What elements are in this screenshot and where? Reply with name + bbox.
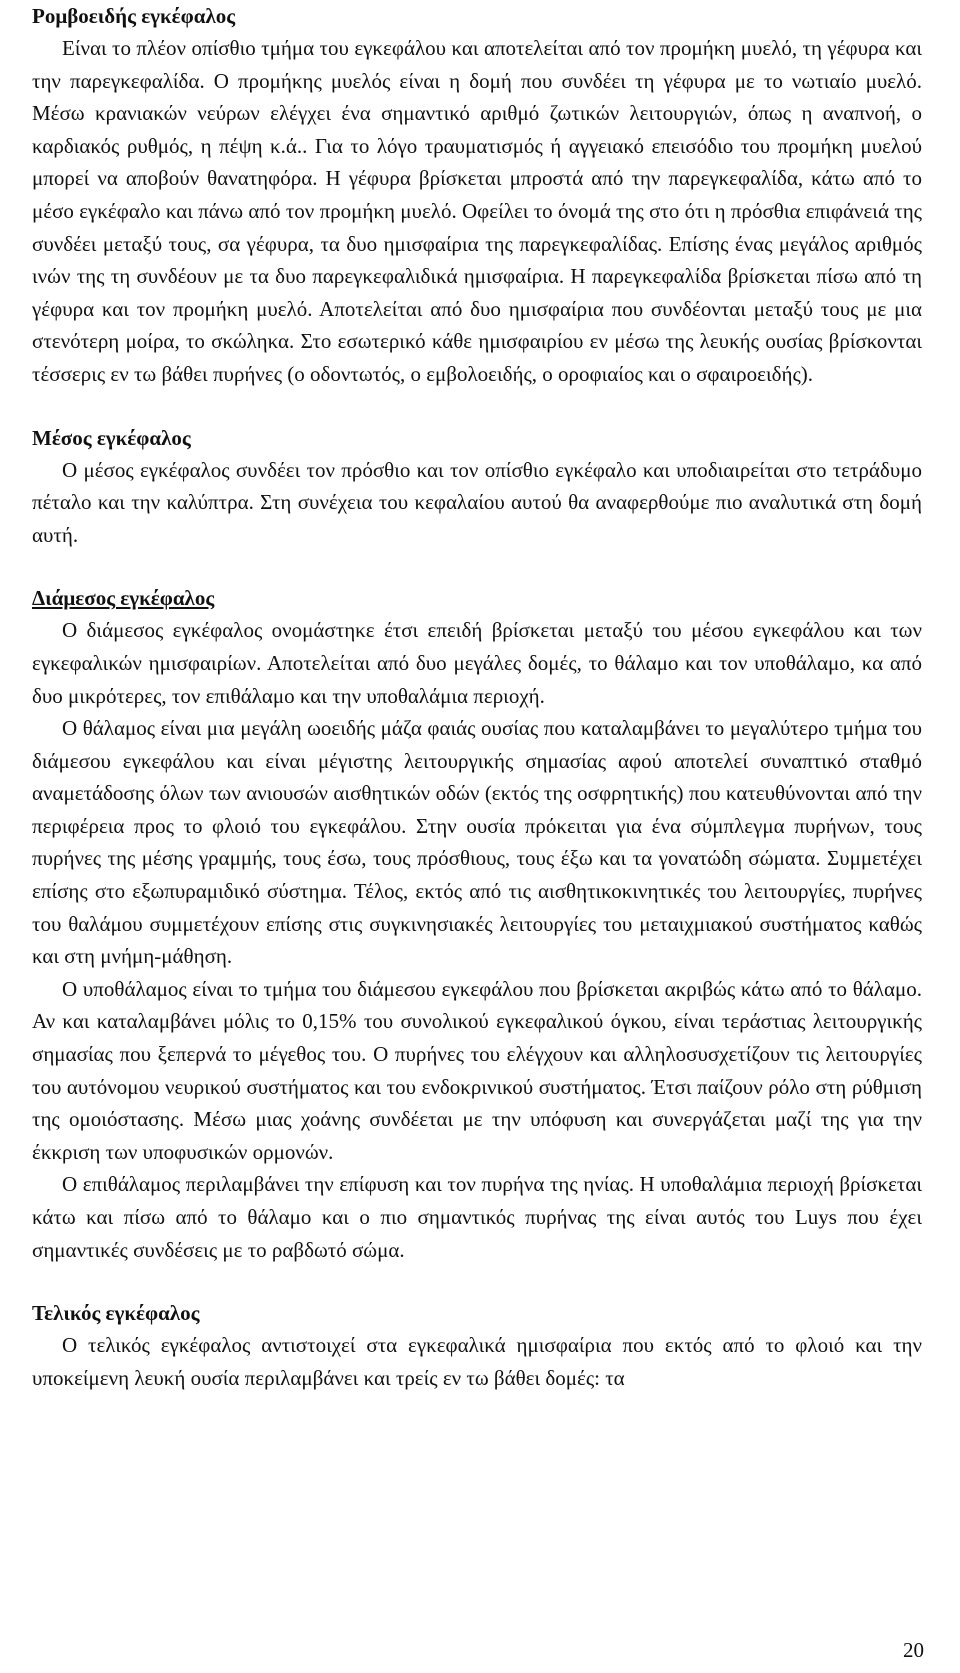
paragraph: Ο μέσος εγκέφαλος συνδέει τον πρόσθιο και τον οπίσθιο εγκέφαλο και υποδιαιρείται στο τετράδυμο πέταλο και την καλύπτρα. Στη συνέχεια του κεφαλαίου αυτού θα αναφερθούμε πιο αναλυτικά στη δομή αυτή.: [32, 457, 922, 547]
paragraph: Ο θάλαμος είναι μια μεγάλη ωοειδής μάζα φαιάς ουσίας που καταλαμβάνει το μεγαλύτερο τμήμα του διάμεσου εγκεφάλου και είναι μέγιστης λειτουργικής σημασίας αφού αποτελεί συναπτικό σταθμό αναμετάδοσης όλων των ανιουσών αισθητικών οδών (εκτός της οσφρητικής) που κατευθύνονται από την περιφέρεια προς το φλοιό του εγκεφάλου. Στην ουσία πρόκειται για ένα σύμπλεγμα πυρήνων, τους πυρήνες της μέσης γραμμής, τους έσω, τους πρόσθιους, τους έξω και τα γονατώδη σώματα. Συμμετέχει επίσης στο εξωπυραμιδικό σύστημα. Τέλος, εκτός από τις αισθητικοκινητικές του λειτουργίες, πυρήνες του θαλάμου συμμετέχουν επίσης στις συγκινησιακές λειτουργίες του μεταιχμιακού συστήματος καθώς και στη μνήμη-μάθηση.: [32, 716, 922, 969]
section-spacer: [32, 1266, 922, 1297]
paragraph: Είναι το πλέον οπίσθιο τμήμα του εγκεφάλου και αποτελείται από τον προμήκη μυελό, τη γέφυρα και την παρεγκεφαλίδα. Ο προμήκης μυελός είναι η δομή που συνδέει τη γέφυρα με το νωτιαίο μυελό. Μέσω κρανιακών νεύρων ελέγχει ένα σημαντικό αριθμό ζωτικών λειτουργιών, όπως η αναπνοή, ο καρδιακός ρυθμός, η πέψη κ.ά.. Για το λόγο τραυματισμός ή αγγειακό επεισόδιο του προμήκη μυελού μπορεί να αποβούν θανατηφόρα. Η γέφυρα βρίσκεται μπροστά από την παρεγκεφαλίδα, κάτω από το μέσο εγκέφαλο και πάνω από τον προμήκη μυελό. Οφείλει το όνομά της στο ότι η πρόσθια επιφάνειά της συνδέει μεταξύ τους, σα γέφυρα, τα δυο ημισφαίρια της παρεγκεφαλίδας. Επίσης ένας μεγάλος αριθμός ινών της τη συνδέουν με τα δυο παρεγκεφαλιδικά ημισφαίρια. Η παρεγκεφαλίδα βρίσκεται πίσω από τη γέφυρα και τον προμήκη μυελό. Αποτελείται από δυο ημισφαίρια που συνδέονται μεταξύ τους με μια στενότερη μοίρα, το σκώληκα. Στο εσωτερικό κάθε ημισφαιρίου εν μέσω της λευκής ουσίας βρίσκονται τέσσερις εν τω βάθει πυρήνες (ο οδοντωτός, ο εμβολοειδής, ο οροφιαίος και ο σφαιροειδής).: [32, 36, 922, 386]
paragraph: Ο επιθάλαμος περιλαμβάνει την επίφυση και τον πυρήνα της ηνίας. Η υποθαλάμια περιοχή βρίσκεται κάτω και πίσω από το θάλαμο και ο πιο σημαντικός πυρήνας της είναι αυτός του Luys που έχει σημαντικές συνδέσεις με το ραβδωτό σώμα.: [32, 1172, 922, 1262]
paragraph: Ο υποθάλαμος είναι το τμήμα του διάμεσου εγκεφάλου που βρίσκεται ακριβώς κάτω από το θάλαμο. Αν και καταλαμβάνει μόλις το 0,15% του συνολικού εγκεφαλικού όγκου, είναι τεράστιας λειτουργικής σημασίας που ξεπερνά το μέγεθος του. Ο πυρήνες του ελέγχουν και αλληλοσυσχετίζουν τις λειτουργίες του αυτόνομου νευρικού συστήματος και του ενδοκρινικού συστήματος. Έτσι παίζουν ρόλο στη ρύθμιση της ομοιόστασης. Μέσω μιας χοάνης συνδέεται με την υπόφυση και συνεργάζεται μαζί της για την έκκριση των υποφυσικών ορμονών.: [32, 976, 922, 1164]
paragraph: Ο διάμεσος εγκέφαλος ονομάστηκε έτσι επειδή βρίσκεται μεταξύ του μέσου εγκεφάλου και των εγκεφαλικών ημισφαιρίων. Αποτελείται από δυο μεγάλες δομές, το θάλαμο και τον υποθάλαμο, κα από δυο μικρότερες, τον επιθάλαμο και την υποθαλάμια περιοχή.: [32, 618, 922, 708]
section-title-telencephalon: Τελικός εγκέφαλος: [32, 1301, 200, 1326]
section-spacer: [32, 391, 922, 422]
paragraph: Ο τελικός εγκέφαλος αντιστοιχεί στα εγκεφαλικά ημισφαίρια που εκτός από το φλοιό και την υποκείμενη λευκή ουσία περιλαμβάνει και τρείς εν τω βάθει δομές: τα: [32, 1333, 922, 1390]
document-page: [32, 0, 922, 1394]
page-number: 20: [903, 1638, 924, 1662]
section-spacer: [32, 551, 922, 582]
section-title-midbrain: Μέσος εγκέφαλος: [32, 425, 191, 450]
section-title-diencephalon: Διάμεσος εγκέφαλος: [32, 586, 215, 611]
section-title-rhombencephalon: Ρομβοειδής εγκέφαλος: [32, 4, 236, 28]
